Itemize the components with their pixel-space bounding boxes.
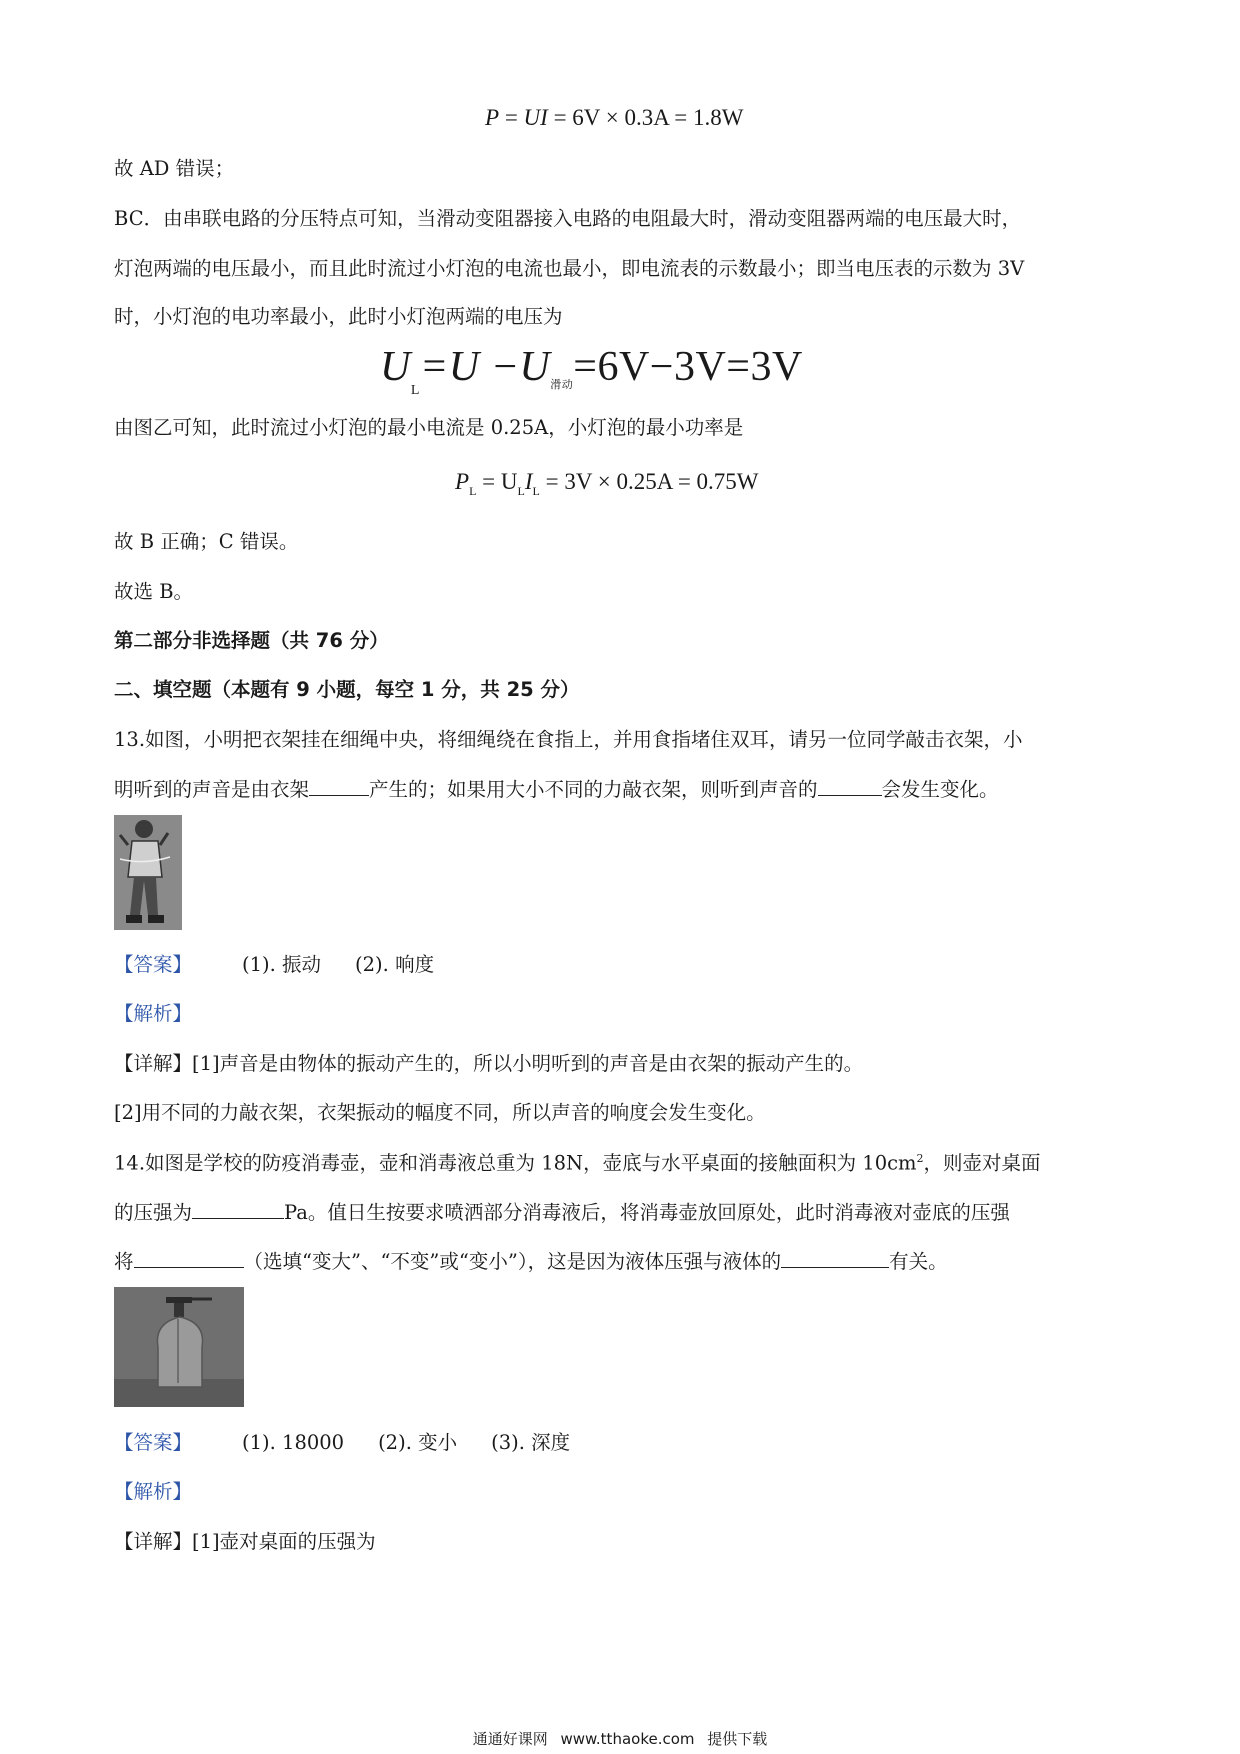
detail-tag: 【详解】 [114, 1530, 193, 1553]
answer-item: (2). 变小 [378, 1431, 458, 1454]
text-line: BC．由串联电路的分压特点可知，当滑动变阻器接入电路的电阻最大时，滑动变阻器两端的电压最大时， [114, 207, 1022, 230]
formula-u-symbol: U [380, 344, 411, 390]
formula-ui-symbol: UI [523, 105, 548, 130]
formula-slide-subscript: 滑动 [550, 378, 574, 391]
question-13-line [114, 780, 999, 800]
formula-voltage-rest: =6V−3V=3V [573, 344, 803, 390]
question-text: Pa。值日生按要求喷洒部分消毒液后，将消毒壶放回原处，此时消毒液对壶底的压强 [284, 1201, 1010, 1224]
text-line: 时，小灯泡的电功率最小，此时小灯泡两端的电压为 [114, 305, 563, 328]
answer-blank [818, 794, 882, 796]
student-figure-icon [114, 815, 182, 930]
footer-brand: 通通好课网 [472, 1730, 548, 1748]
detail-line: [2]用不同的力敲衣架，衣架振动的幅度不同，所以声音的响度会发生变化。 [114, 1101, 766, 1124]
question-13-photo [114, 815, 182, 930]
question-text: 会发生变化。 [881, 778, 999, 801]
detail-line [114, 1532, 376, 1552]
answer-blank [309, 794, 369, 796]
section-heading: 第二部分非选择题（共 76 分） [114, 629, 389, 652]
formula-u-subscript: L [517, 484, 525, 498]
answer-row [114, 955, 468, 975]
question-text: 的压强为 [114, 1201, 193, 1224]
question-text: 产生的；如果用大小不同的力敲衣架，则听到声音的 [369, 778, 818, 801]
analysis-tag: 【解析】 [114, 1480, 193, 1503]
question-14-line [114, 1203, 1010, 1223]
formula-eq: = U [482, 469, 518, 494]
question-14-photo [114, 1287, 244, 1407]
question-13-line: 13.如图，小明把衣架挂在细绳中央，将细绳绕在食指上，并用食指堵住双耳，请另一位同学敲击衣架，小 [114, 728, 1023, 751]
answer-blank [192, 1217, 284, 1219]
detail-tag: 【详解】 [114, 1052, 193, 1075]
formula-p-subscript: L [469, 484, 477, 498]
formula-power: P = UI = 6V × 0.3A = 1.8W [485, 105, 744, 130]
formula-u-subscript: L [410, 383, 420, 398]
footer-suffix: 提供下载 [707, 1730, 768, 1748]
detail-text: [1]声音是由物体的振动产生的，所以小明听到的声音是由衣架的振动产生的。 [192, 1052, 864, 1075]
formula-p-symbol: P [455, 469, 470, 494]
sprayer-bottle-icon [114, 1287, 244, 1407]
section-heading: 二、填空题（本题有 9 小题，每空 1 分，共 25 分） [114, 678, 580, 701]
footer-url[interactable]: www.tthaoke.com [560, 1730, 695, 1748]
formula-i-symbol: I [524, 469, 533, 494]
superscript: 2 [916, 1152, 924, 1165]
detail-text: [1]壶对桌面的压强为 [192, 1530, 376, 1553]
formula-p-symbol: P [485, 105, 500, 130]
formula-i-subscript: L [532, 484, 540, 498]
text-line: 故 AD 错误； [114, 157, 235, 180]
answer-item: (3). 深度 [491, 1431, 571, 1454]
formula-power-rest: = 6V × 0.3A = 1.8W [553, 105, 744, 130]
question-text: （选填“变大”、“不变”或“变小”），这是因为液体压强与液体的 [243, 1250, 782, 1273]
formula-min-power-rest: = 3V × 0.25A = 0.75W [545, 469, 759, 494]
question-14-line [114, 1153, 1041, 1173]
answer-item: (2). 响度 [355, 953, 435, 976]
answer-item: (1). 18000 [242, 1431, 345, 1454]
text-line: 故 B 正确；C 错误。 [114, 530, 299, 553]
answer-item: (1). 振动 [242, 953, 322, 976]
answer-tag: 【答案】 [114, 1431, 193, 1454]
question-14-line [114, 1252, 948, 1272]
analysis-tag: 【解析】 [114, 1002, 193, 1025]
formula-min-power [455, 469, 759, 498]
text-line: 由图乙可知，此时流过小灯泡的最小电流是 0.25A，小灯泡的最小功率是 [114, 416, 744, 439]
detail-line [114, 1054, 863, 1074]
answer-row [114, 1433, 604, 1453]
question-text: 14.如图是学校的防疫消毒壶，壶和消毒液总重为 18N，壶底与水平桌面的接触面积为 10cm [114, 1151, 917, 1175]
formula-voltage-mid: =U −U [419, 344, 551, 390]
page-footer [0, 1728, 1240, 1749]
question-text: 将 [114, 1250, 134, 1273]
answer-blank [134, 1266, 244, 1268]
question-text: 明听到的声音是由衣架 [114, 778, 310, 801]
text-line: 灯泡两端的电压最小，而且此时流过小灯泡的电流也最小，即电流表的示数最小；即当电压表的示数为 3V [114, 257, 1025, 280]
question-text: ，则壶对桌面 [923, 1151, 1041, 1175]
answer-tag: 【答案】 [114, 953, 193, 976]
text-line: 故选 B。 [114, 580, 194, 603]
answer-blank [781, 1266, 889, 1268]
question-text: 有关。 [889, 1250, 948, 1273]
formula-voltage [380, 344, 803, 398]
